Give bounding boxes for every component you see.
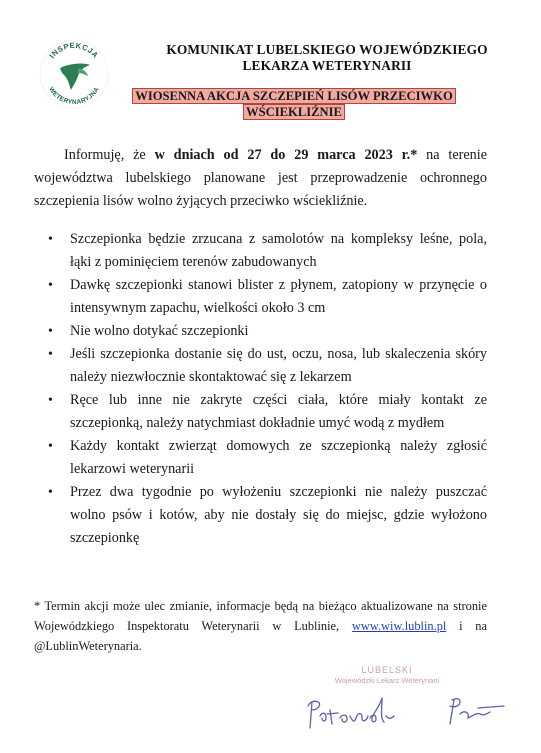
list-item-text: Nie wolno dotykać szczepionki <box>70 323 249 339</box>
logo-text-top: INSPEKCJA <box>47 40 101 61</box>
campaign-heading <box>125 89 463 120</box>
bullet-icon: • <box>48 232 53 247</box>
list-item-text: Ręce lub inne nie zakryte części ciała, które miały kontakt ze szczepionką, należy natychmiast dokładnie umyć wodą z mydłem <box>70 392 487 431</box>
list-item-text: Dawkę szczepionki stanowi blister z płynem, zatopiony w przynęcie o intensywnym zapachu, wielkości około 3 cm <box>70 277 487 316</box>
list-item <box>34 435 487 481</box>
bullet-icon: • <box>48 439 53 454</box>
list-item-text: Szczepionka będzie zrzucana z samolotów na kompleksy leśne, pola, łąki z pominięciem terenów zabudowanych <box>70 231 487 270</box>
campaign-line-2: WŚCIEKLIŹNIE <box>246 104 342 119</box>
handwritten-signature <box>300 672 515 742</box>
list-item <box>34 481 487 550</box>
bullet-icon: • <box>48 278 53 293</box>
page-title <box>118 42 536 74</box>
list-item <box>34 343 487 389</box>
title-line-2: LEKARZA WETERYNARII <box>242 58 412 73</box>
stamp-line-1: LUBELSKI <box>361 665 413 675</box>
stamp-line-2: Wojewódzki Lekarz Weterynarii <box>334 676 440 685</box>
list-item-text: Każdy kontakt zwierząt domowych ze szczepionką należy zgłosić lekarzowi weterynarii <box>70 438 487 477</box>
bullet-icon: • <box>48 347 53 362</box>
list-item-text: Jeśli szczepionka dostanie się do ust, oczu, nosa, lub skaleczenia skóry należy niezwłocznie skontaktować się z lekarzem <box>70 346 487 385</box>
intro-prefix: Informuję, że <box>64 147 155 163</box>
bullet-icon: • <box>48 393 53 408</box>
campaign-dates: w dniach od 27 do 29 marca 2023 r.* <box>154 147 418 163</box>
list-item <box>34 389 487 435</box>
website-link[interactable]: www.wiw.lublin.pl <box>351 619 447 633</box>
list-item-text: Przez dwa tygodnie po wyłożeniu szczepionki nie należy puszczać wolno psów i kotów, aby nie dostały się do miejsc, gdzie wyłożono szczepionkę <box>70 484 487 546</box>
footnote <box>34 596 487 656</box>
list-item <box>34 274 487 320</box>
list-item <box>34 228 487 274</box>
intro-suffix: na terenie województwa lubelskiego planowane jest przeprowadzenie ochronnego szczepienia lisów wolno żyjących przeciwko wściekliźnie. <box>34 147 488 209</box>
bullet-icon: • <box>48 485 53 500</box>
footnote-prefix: * Termin akcji może ulec zmianie, informacje będą na bieżąco aktualizowane na stronie Wojewódzkiego Inspektoratu Weterynarii w Lublinie, <box>34 599 487 633</box>
footnote-suffix: i na @LublinWeterynaria. <box>34 619 487 653</box>
intro-paragraph <box>34 144 487 213</box>
title-line-1: KOMUNIKAT LUBELSKIEGO WOJEWÓDZKIEGO <box>166 42 488 57</box>
logo-text-bottom: WETERYNARYJNA <box>47 85 101 107</box>
list-item <box>34 320 487 343</box>
inspection-logo <box>38 38 110 110</box>
bullet-icon: • <box>48 324 53 339</box>
campaign-line-1: WIOSENNA AKCJA SZCZEPIEŃ LISÓW PRZECIWKO <box>135 89 453 103</box>
instructions-list <box>34 228 487 550</box>
